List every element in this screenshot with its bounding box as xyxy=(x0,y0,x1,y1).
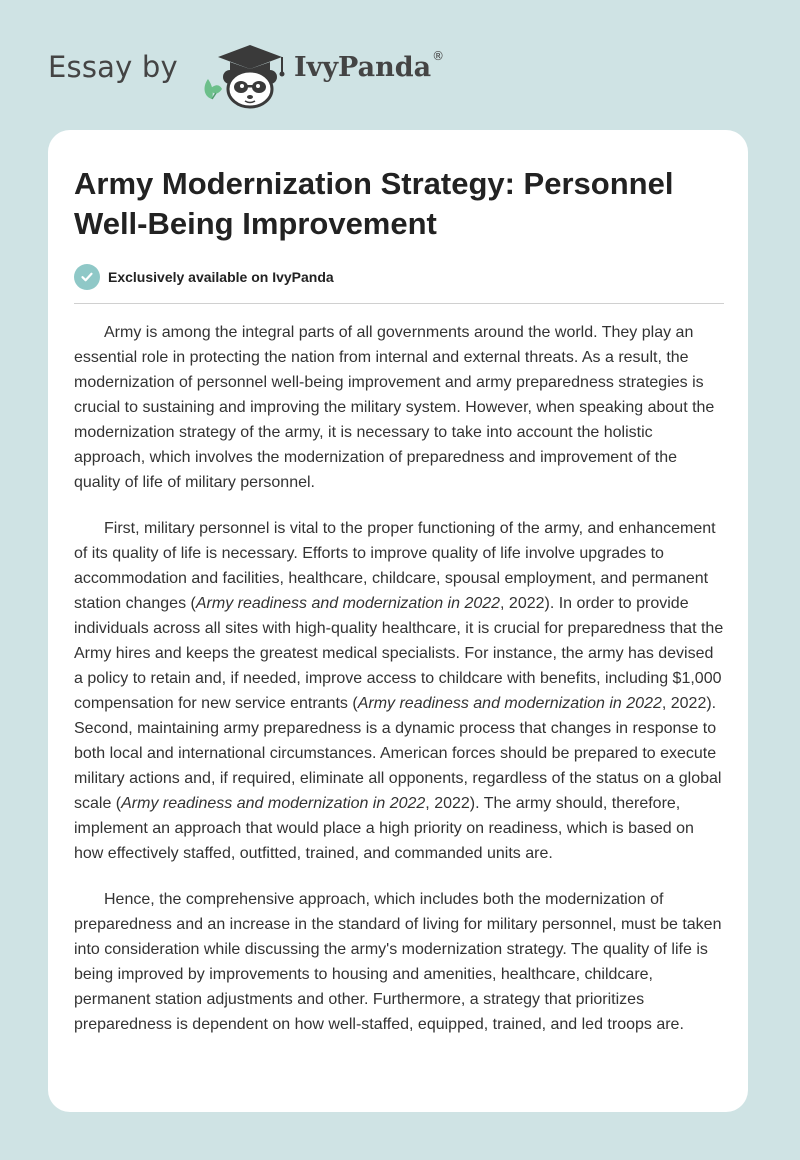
brand-name[interactable] xyxy=(294,49,445,83)
paragraph-text: Army is among the integral parts of all governments around the world. They play an essential role in protecting the nation from internal and external threats. As a result, the modernization of personnel well-being improvement and army preparedness strategies is crucial to sustaining and improving the military system. However, when speaking about the modernization strategy of the army, it is necessary to take into account the holistic approach, which involves the modernization of preparedness and improvement of the quality of life of military personnel. xyxy=(74,324,715,491)
essay-title: Army Modernization Strategy: Personnel Well-Being Improvement xyxy=(74,166,674,241)
check-circle-icon xyxy=(74,264,100,290)
panda-logo-icon[interactable] xyxy=(200,37,292,109)
essay-body xyxy=(74,320,724,1037)
paragraph-text: Hence, the comprehensive approach, which includes both the modernization of preparedness and an increase in the standard of living for military personnel, must be taken into consideration while discussing the army's modernization strategy. The quality of life is being improved by improvements to housing and amenities, healthcare, childcare, permanent station adjustments and other. Furthermore, a strategy that prioritizes preparedness is dependent on how well-staffed, equipped, trained, and led troops are. xyxy=(74,891,722,1033)
paragraph-text: , 2022). The army should, therefore, implement an approach that would place a high priority on readiness, which is based on how effectively staffed, outfitted, trained, and commanded units are. xyxy=(74,795,694,862)
exclusive-badge-label: Exclusively available on IvyPanda xyxy=(108,269,334,285)
registered-mark: ® xyxy=(432,49,445,63)
site-header xyxy=(0,0,800,120)
exclusive-badge xyxy=(74,264,334,290)
paragraph-text: First, military personnel is vital to the proper functioning of the army, and enhancement of its quality of life is necessary. Efforts to improve quality of life involve upgrades to accommodation and facilities, healthcare, childcare, spousal employment, and permanent station changes ( xyxy=(74,520,716,612)
paragraph-text: , 2022). In order to provide individuals across all sites with high-quality healthcare, it is crucial for preparedness that the Army hires and keeps the greatest medical specialists. For instance, the army has devised a policy to retain and, if needed, improve access to childcare with benefits, including $1,000 compensation for new service entrants ( xyxy=(74,595,724,712)
essay-by-label: Essay by xyxy=(48,50,178,84)
essay-paragraph xyxy=(74,320,724,495)
title-divider xyxy=(74,303,724,304)
citation-title: Army readiness and modernization in 2022 xyxy=(121,795,426,812)
brand-name-text: IvyPanda xyxy=(294,52,432,83)
essay-card xyxy=(48,130,748,1112)
citation-title: Army readiness and modernization in 2022 xyxy=(357,695,662,712)
essay-paragraph xyxy=(74,516,724,866)
paragraph-text: , 2022). Second, maintaining army preparedness is a dynamic process that changes in response to both local and international circumstances. American forces should be prepared to execute military actions and, if required, eliminate all opponents, regardless of the status on a global scale ( xyxy=(74,695,722,812)
essay-paragraph xyxy=(74,887,724,1037)
citation-title: Army readiness and modernization in 2022 xyxy=(195,595,501,612)
